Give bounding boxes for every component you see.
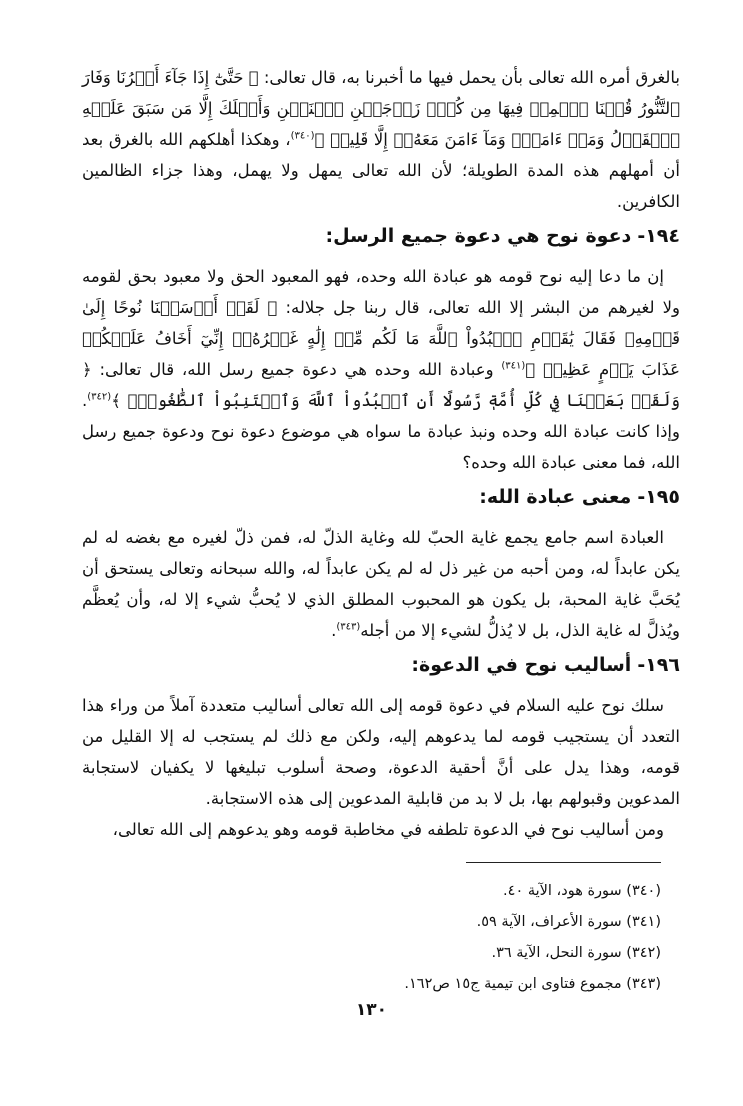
- page-number: ١٣٠: [355, 1000, 388, 1020]
- section-196-paragraph-1: سلك نوح عليه السلام في دعوة قومه إلى الله تعالى أساليب متعددة آملاً من وراء هذا التعدد أن يستجيب قومه لما يدعوهم إليه، ولكن مع ذلك لم يستجب له إلا القليل من قومه، وهذا يدل على أنَّ أحقية الدعوة، وصحة أسلوب تبليغها لا يكفيان لاستجابة المدعوين وقبولهم بها، بل لا بد من قابلية المدعوين إلى هذه الاستجابة.: [82, 696, 680, 808]
- footnote-ref-340: (٣٤٠): [290, 130, 315, 142]
- quran-quote-hud-40: ﴿ حَتَّىٰٓ إِذَا جَآءَ أَمۡرُنَا وَفَارَ ٱلتَّنُّورُ قُلۡنَا ٱحۡمِلۡ فِيهَا مِن كُلّٖ زَوۡجَيۡنِ ٱثۡنَيۡنِ وَأَهۡلَكَ إِلَّا مَن سَبَقَ عَلَيۡهِ ٱلۡقَوۡلُ وَمَنۡ ءَامَنَۚ وَمَآ ءَامَنَ مَعَهُۥٓ إِلَّا قَلِيلٞ ﴾: [82, 68, 680, 149]
- section-title-195: معنى عبادة الله:: [479, 486, 632, 508]
- section-194-text-1: إن ما دعا إليه نوح قومه هو عبادة الله وحده، فهو المعبود الحق ولا معبود بحق لقومه ولا لغيرهم من البشر إلا الله تعالى، قال ربنا جل جلاله:: [82, 267, 680, 317]
- intro-text-after: ، وهكذا أهلكهم الله بالغرق بعد أن أمهلهم هذه المدة الطويلة؛ لأن الله تعالى يمهل ولا يهمل، وهذا جزاء الظالمين الكافرين.: [82, 130, 680, 211]
- section-heading-196: [82, 648, 680, 684]
- footnotes: [63, 876, 661, 1000]
- footnote-ref-341: (٣٤١): [501, 360, 526, 372]
- section-number-195: ١٩٥-: [637, 486, 680, 508]
- page-body: [82, 62, 680, 845]
- footnote-342: (٣٤٢) سورة النحل، الآية ٣٦.: [491, 945, 661, 961]
- footnote-343: (٣٤٣) مجموع فتاوى ابن تيمية ج١٥ ص١٦٢.: [404, 976, 661, 992]
- section-number-196: ١٩٦-: [637, 654, 680, 676]
- section-194-text-2: وعبادة الله وحده هي دعوة جميع رسل الله، قال تعالى:: [91, 360, 494, 379]
- footnote-ref-342: (٣٤٢): [87, 391, 112, 403]
- intro-paragraph: [82, 62, 680, 217]
- section-194-paragraph: [82, 261, 680, 478]
- footnote-341: (٣٤١) سورة الأعراف، الآية ٥٩.: [476, 914, 661, 930]
- section-title-194: دعوة نوح هي دعوة جميع الرسل:: [325, 225, 632, 247]
- footnote-divider: [466, 862, 661, 863]
- footnote-340: (٣٤٠) سورة هود، الآية ٤٠.: [503, 883, 661, 899]
- section-194-text-3: . وإذا كانت عبادة الله وحده ونبذ عبادة ما سواه هي موضوع دعوة نوح ودعوة جميع رسل الله، فما معنى عبادة الله وحده؟: [82, 391, 680, 472]
- quran-quote-araf-59: ﴿ لَقَدۡ أَرۡسَلۡنَا نُوحًا إِلَىٰ قَوۡمِهِۦ فَقَالَ يَٰقَوۡمِ ٱعۡبُدُواْ ٱللَّهَ مَا لَكُم مِّنۡ إِلَٰهٍ غَيۡرُهُۥٓ إِنِّيٓ أَخَافُ عَلَيۡكُمۡ عَذَابَ يَوۡمٍ عَظِيمٖ ﴾: [82, 298, 680, 379]
- section-195-text: العبادة اسم جامع يجمع غاية الحبّ لله وغاية الذلّ له، فمن ذلّ لغيره مع بغضه له لم يكن عابداً له، ومن أحبه من غير ذل له لم يكن عابداً له، والله سبحانه وتعالى يستحق أن يُحَبَّ غاية المحبة، بل يكون هو المحبوب المطلق الذي لا يُحبُّ شيء إلا له، وأن يُعظَّم ويُذلَّ له غاية الذل، بل لا يُذلُّ لشيء إلا من أجله: [82, 528, 680, 640]
- section-heading-194: [82, 219, 680, 255]
- section-title-196: أساليب نوح في الدعوة:: [411, 654, 632, 676]
- section-195-paragraph: [82, 522, 680, 646]
- intro-text: بالغرق أمره الله تعالى بأن يحمل فيها ما أخبرنا به، قال تعالى:: [258, 68, 680, 87]
- footnote-ref-343: (٣٤٣): [336, 621, 361, 633]
- section-196-paragraph-2: ومن أساليب نوح في الدعوة تلطفه في مخاطبة قومه وهو يدعوهم إلى الله تعالى،: [112, 820, 664, 839]
- quran-quote-nahl-36: ﴿ وَلَقَدۡ بَعَثۡنَا فِي كُلِّ أُمَّةٖ رَّسُولًا أَنِ ٱعۡبُدُواْ ٱللَّهَ وَٱجۡتَنِبُواْ ٱلطَّٰغُوتَۖ ﴾: [82, 360, 680, 410]
- section-195-end: .: [331, 621, 337, 640]
- section-heading-195: [82, 480, 680, 516]
- section-number-194: ١٩٤-: [637, 225, 680, 247]
